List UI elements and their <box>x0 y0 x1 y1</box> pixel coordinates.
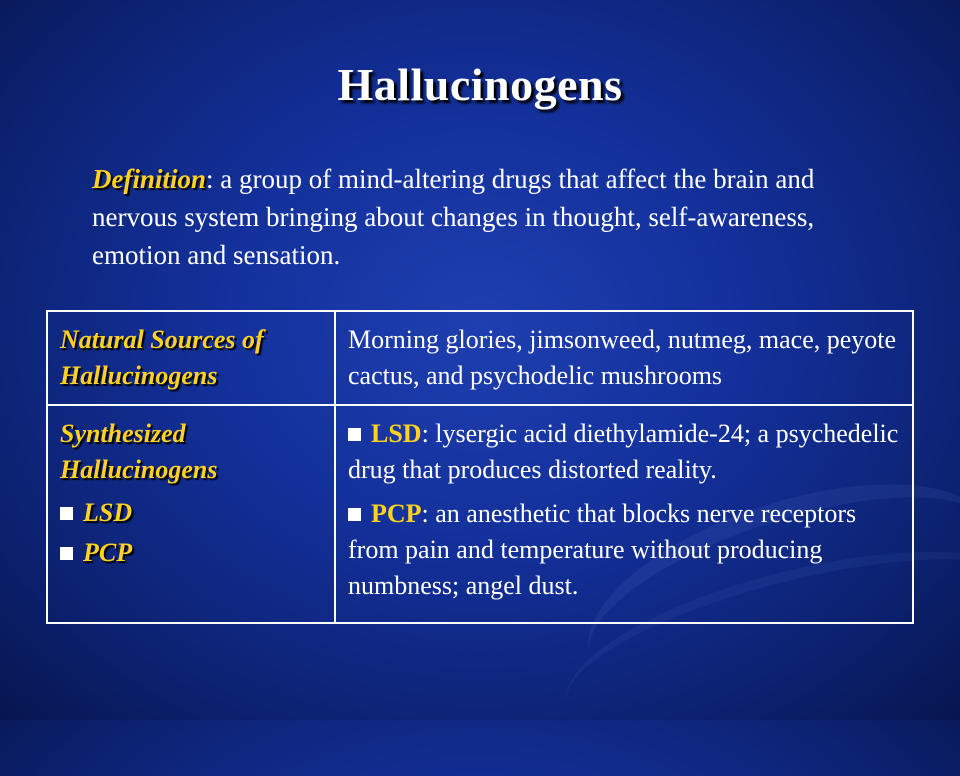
square-bullet-icon <box>348 428 361 441</box>
detail-term: PCP <box>371 499 422 528</box>
slide-title: Hallucinogens <box>337 59 623 110</box>
table-row-synthesized <box>47 405 913 623</box>
detail-pcp <box>348 496 900 604</box>
detail-lsd <box>348 416 900 488</box>
sources-table <box>46 310 914 624</box>
list-item-label: LSD <box>83 498 133 527</box>
list-item-label: PCP <box>83 538 133 567</box>
synthesized-label: Synthesized Hallucinogens <box>60 419 218 484</box>
natural-text: Morning glories, jimsonweed, nutmeg, mace, peyote cactus, and psychodelic mushrooms <box>348 325 897 390</box>
square-bullet-icon <box>60 507 73 520</box>
natural-label-cell <box>47 311 335 405</box>
natural-label: Natural Sources of Hallucinogens <box>60 325 264 390</box>
synthesized-label-cell <box>47 405 335 623</box>
table-row-natural <box>47 311 913 405</box>
detail-text: : an anesthetic that blocks nerve receptors from pain and temperature without producing numbness; angel dust. <box>348 499 857 600</box>
definition-text: : a group of mind-altering drugs that affect the brain and nervous system bringing about changes in thought, self-awareness, emotion and sensation. <box>92 164 815 270</box>
list-item <box>60 496 322 530</box>
detail-term: LSD <box>371 419 422 448</box>
square-bullet-icon <box>60 547 73 560</box>
synthesized-list <box>60 496 322 570</box>
natural-text-cell <box>335 311 913 405</box>
synthesized-detail-cell <box>335 405 913 623</box>
detail-text: : lysergic acid diethylamide-24; a psychedelic drug that produces distorted reality. <box>348 419 899 484</box>
square-bullet-icon <box>348 508 361 521</box>
definition-paragraph <box>92 160 862 274</box>
list-item <box>60 536 322 570</box>
definition-label: Definition <box>92 164 207 194</box>
